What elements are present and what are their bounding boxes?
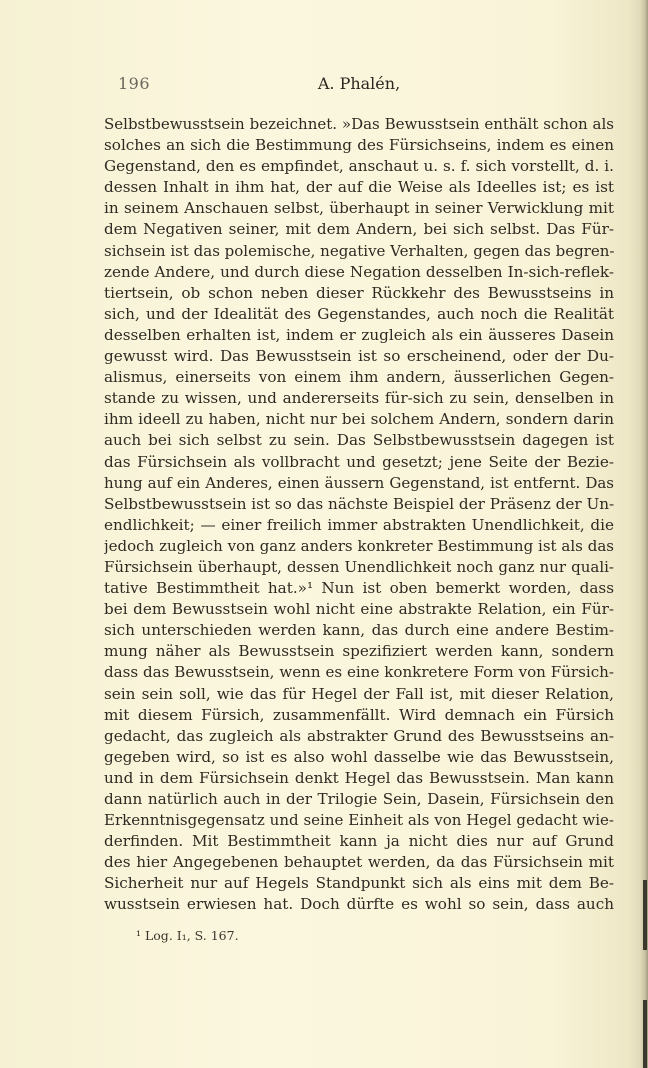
text-line: dann natürlich auch in der Trilogie Sein, Dasein, Fürsichsein den — [104, 790, 614, 808]
text-line: ihm ideell zu haben, nicht nur bei solchem Andern, sondern darin — [104, 410, 614, 429]
text-line: alismus, einerseits von einem ihm andern, äusserlichen Gegen- — [104, 368, 614, 387]
text-line: hung auf ein Anderes, einen äussern Gegenstand, ist entfernt. Das — [104, 473, 614, 492]
text-line: gegeben wird, so ist es also wohl dasselbe wie das Bewusstsein, — [104, 747, 614, 766]
text-line: sichsein ist das polemische, negative Verhalten, gegen das begren- — [104, 241, 614, 260]
page-edge-mark — [643, 1000, 647, 1068]
text-line: dass das Bewusstsein, wenn es eine konkretere Form von Fürsich- — [104, 663, 614, 682]
text-line: tative Bestimmtheit hat.»¹ Nun ist oben bemerkt worden, dass — [104, 579, 614, 598]
text-line: des hier Angegebenen behauptet werden, da das Fürsichsein mit — [104, 853, 614, 872]
text-line: solches an sich die Bestimmung des Fürsichseins, indem es einen — [104, 136, 614, 155]
text-line: desselben erhalten ist, indem er zugleich als ein äusseres Dasein — [104, 325, 614, 344]
text-line: jedoch zugleich von ganz anders konkreter Bestimmung ist als das — [104, 536, 614, 555]
text-line: Erkenntnisgegensatz und seine Einheit als von Hegel gedacht wie- — [104, 811, 614, 830]
text-line: stande zu wissen, und andererseits für-sich zu sein, denselben in — [104, 389, 614, 408]
text-line: Sicherheit nur auf Hegels Standpunkt sich als eins mit dem Be- — [104, 874, 614, 893]
text-line: in seinem Anschauen selbst, überhaupt in seiner Verwicklung mit — [104, 199, 614, 218]
text-line: dessen Inhalt in ihm hat, der auf die Weise als Ideelles ist; es ist — [104, 178, 614, 197]
text-line: auch bei sich selbst zu sein. Das Selbstbewusstsein dagegen ist — [104, 431, 614, 450]
text-line: bei dem Bewusstsein wohl nicht eine abstrakte Relation, ein Für- — [104, 600, 614, 619]
page-edge-mark — [643, 880, 647, 950]
text-line: zende Andere, und durch diese Negation desselben In-sich-reflek- — [104, 262, 614, 281]
text-line: sich, und der Idealität des Gegenstandes, auch noch die Realität — [104, 304, 614, 323]
text-line: Selbstbewusstsein ist so das nächste Beispiel der Präsenz der Un- — [104, 494, 614, 513]
footnote: ¹ Log. I₁, S. 167. — [136, 928, 239, 943]
text-line: Fürsichsein überhaupt, dessen Unendlichkeit noch ganz nur quali- — [104, 557, 614, 576]
text-line: das Fürsichsein als vollbracht und gesetzt; jene Seite der Bezie- — [104, 452, 614, 471]
text-line: mung näher als Bewusstsein spezifiziert werden kann, sondern — [104, 642, 614, 661]
text-line: sich unterschieden werden kann, das durch eine andere Bestim- — [104, 621, 614, 640]
text-line: dem Negativen seiner, mit dem Andern, bei sich selbst. Das Für- — [104, 220, 614, 239]
text-line: mit diesem Fürsich, zusammenfällt. Wird demnach ein Fürsich — [104, 705, 614, 724]
text-line: sein sein soll, wie das für Hegel der Fall ist, mit dieser Relation, — [104, 684, 614, 703]
text-line: und in dem Fürsichsein denkt Hegel das Bewusstsein. Man kann — [104, 768, 614, 787]
body-text — [104, 114, 614, 916]
page-header — [104, 74, 614, 98]
text-line: endlichkeit; — einer freilich immer abstrakten Unendlichkeit, die — [104, 515, 614, 534]
text-line: derfinden. Mit Bestimmtheit kann ja nicht dies nur auf Grund — [104, 832, 614, 851]
running-head: A. Phalén, — [317, 74, 401, 93]
text-line: gedacht, das zugleich als abstrakter Grund des Bewusstseins an- — [104, 726, 614, 745]
text-line: tiertsein, ob schon neben dieser Rückkehr des Bewusstseins in — [104, 283, 614, 302]
text-line: wusstsein erwiesen hat. Doch dürfte es wohl so sein, dass auch — [104, 895, 614, 914]
text-line: gewusst wird. Das Bewusstsein ist so erscheinend, oder der Du- — [104, 347, 614, 366]
page-number: 196 — [118, 74, 151, 93]
text-line: Selbstbewusstsein bezeichnet. »Das Bewusstsein enthält schon als — [104, 115, 614, 133]
text-line: Gegenstand, den es empfindet, anschaut u. s. f. sich vorstellt, d. i. — [104, 157, 614, 176]
